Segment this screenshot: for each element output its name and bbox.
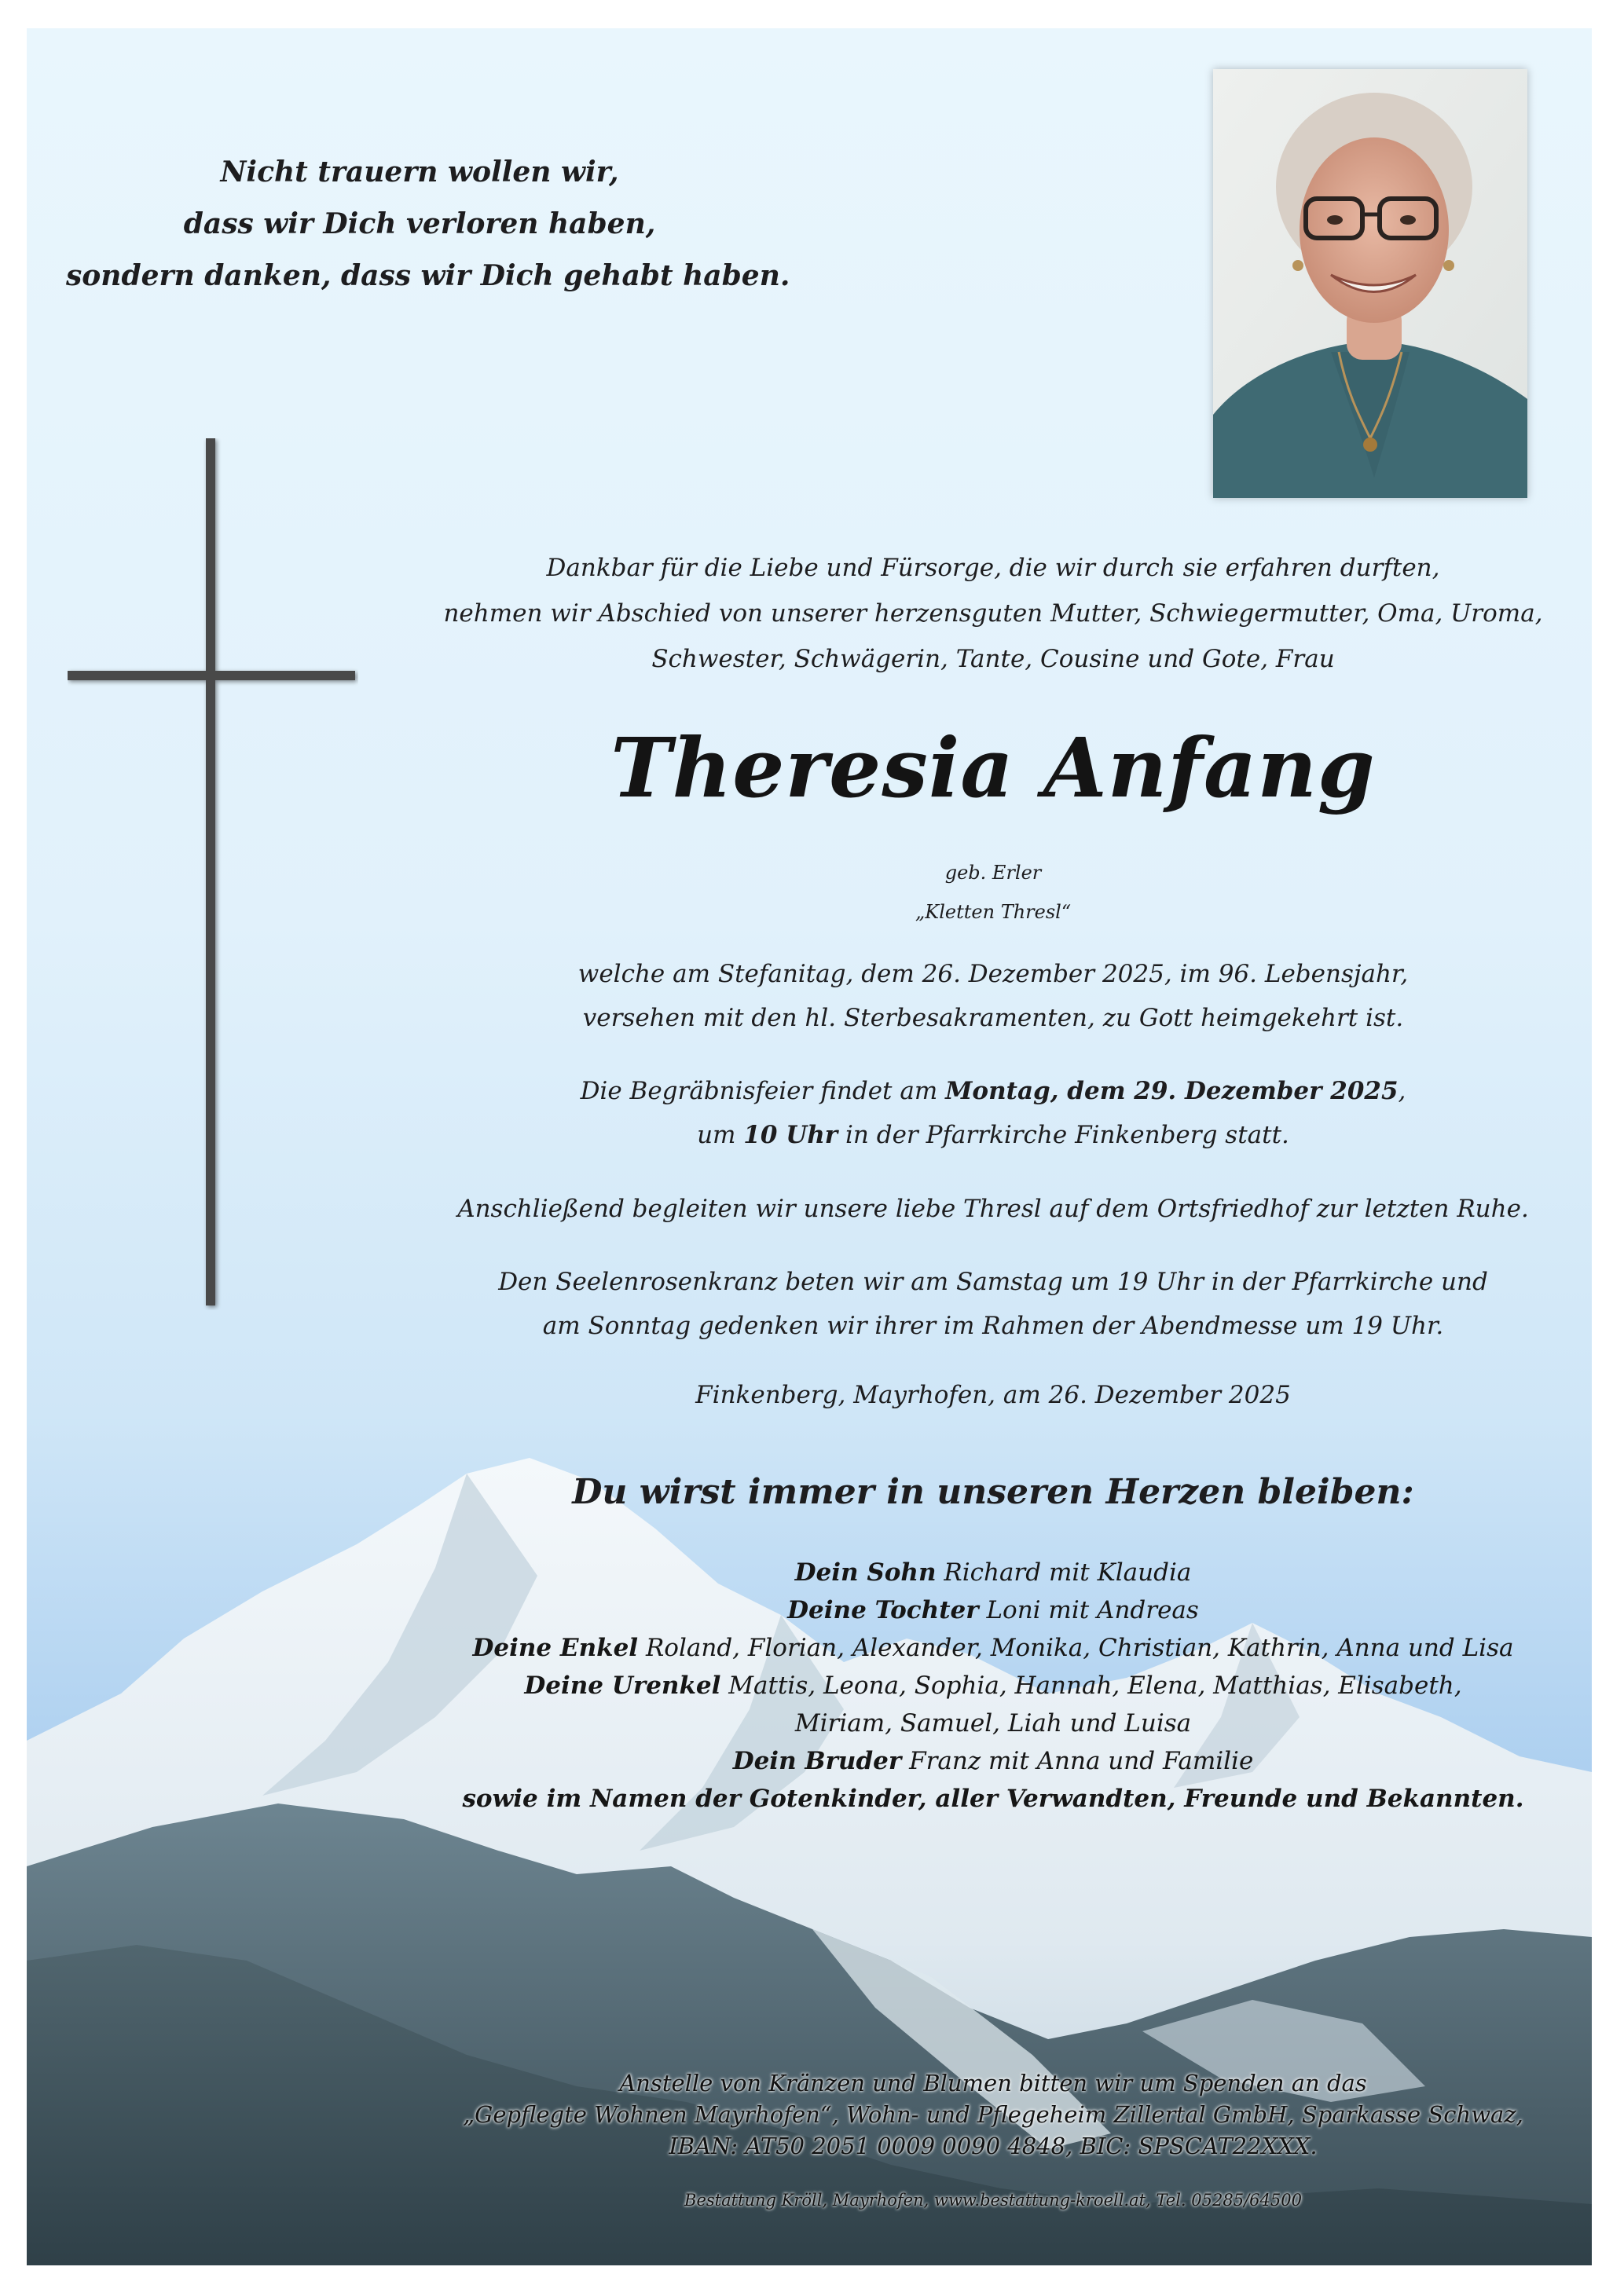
death-line: versehen mit den hl. Sterbesakramenten, zu Gott heimgekehrt ist. (582, 1004, 1404, 1032)
donation-line: Anstelle von Kränzen und Blumen bitten wir um Spenden an das (619, 2070, 1367, 2096)
place-date: Finkenberg, Mayrhofen, am 26. Dezember 2025 (695, 1381, 1291, 1409)
funeral-home-footer: Bestattung Kröll, Mayrhofen, www.bestattung-kroell.at, Tel. 05285/64500 (684, 2191, 1302, 2210)
funeral-info (404, 1069, 1582, 1157)
funeral-line-2: um 10 Uhr in der Pfarrkirche Finkenberg statt. (697, 1121, 1289, 1149)
nickname: „Kletten Thresl“ (915, 901, 1072, 923)
funeral-time: 10 Uhr (743, 1121, 838, 1149)
cross-icon (68, 438, 358, 1310)
family-closing: sowie im Namen der Gotenkinder, aller Verwandten, Freunde und Bekannten. (462, 1785, 1524, 1813)
family-great-grandchildren-cont: Miriam, Samuel, Liah und Luisa (794, 1709, 1192, 1738)
burial-line: Anschließend begleiten wir unsere liebe Thresl auf dem Ortsfriedhof zur letzten Ruhe. (457, 1195, 1529, 1223)
memorial-heading: Du wirst immer in unseren Herzen bleiben: (572, 1472, 1414, 1512)
intro-line: Schwester, Schwägerin, Tante, Cousine und Gote, Frau (651, 645, 1335, 673)
intro-text (404, 545, 1582, 682)
memorial-quote-line: Nicht trauern wollen wir, (220, 156, 619, 189)
intro-line: Dankbar für die Liebe und Fürsorge, die wir durch sie erfahren durften, (546, 554, 1440, 582)
memorial-quote-line: sondern danken, dass wir Dich gehabt haben. (66, 259, 790, 292)
intro-line: nehmen wir Abschied von unserer herzensguten Mutter, Schwiegermutter, Oma, Uroma, (443, 599, 1543, 628)
death-line: welche am Stefanitag, dem 26. Dezember 2025, im 96. Lebensjahr, (577, 960, 1409, 988)
donation-line: „Gepflegte Wohnen Mayrhofen“, Wohn- und Pflegeheim Zillertal GmbH, Sparkasse Schwaz, (463, 2101, 1523, 2128)
funeral-line-1: Die Begräbnisfeier findet am Montag, dem 29. Dezember 2025, (580, 1077, 1406, 1105)
family-daughter: Deine Tochter Loni mit Andreas (787, 1596, 1199, 1624)
deceased-name: Theresia Anfang (610, 720, 1376, 816)
rosary-line: am Sonntag gedenken wir ihrer im Rahmen der Abendmesse um 19 Uhr. (542, 1312, 1444, 1340)
birth-name: geb. Erler (944, 862, 1042, 884)
memorial-quote-line: dass wir Dich verloren haben, (183, 207, 656, 240)
family-list (404, 1554, 1582, 1818)
family-son: Dein Sohn Richard mit Klaudia (794, 1558, 1192, 1587)
rosary-info (404, 1260, 1582, 1348)
portrait-photo (1213, 69, 1527, 498)
birth-info (404, 853, 1582, 932)
memorial-quote (66, 146, 790, 302)
donation-line: IBAN: AT50 2051 0009 0090 4848, BIC: SPSCAT22XXX. (669, 2133, 1318, 2159)
family-grandchildren: Deine Enkel Roland, Florian, Alexander, Monika, Christian, Kathrin, Anna und Lisa (472, 1634, 1514, 1662)
rosary-line: Den Seelenrosenkranz beten wir am Samstag um 19 Uhr in der Pfarrkirche und (498, 1268, 1488, 1296)
obituary-page (27, 28, 1592, 2265)
death-notice (404, 952, 1582, 1040)
donation-note (404, 2067, 1582, 2162)
family-brother: Dein Bruder Franz mit Anna und Familie (732, 1747, 1254, 1775)
family-great-grandchildren: Deine Urenkel Mattis, Leona, Sophia, Hannah, Elena, Matthias, Elisabeth, (524, 1672, 1462, 1700)
funeral-date: Montag, dem 29. Dezember 2025 (945, 1077, 1399, 1105)
burial-info (404, 1187, 1582, 1231)
